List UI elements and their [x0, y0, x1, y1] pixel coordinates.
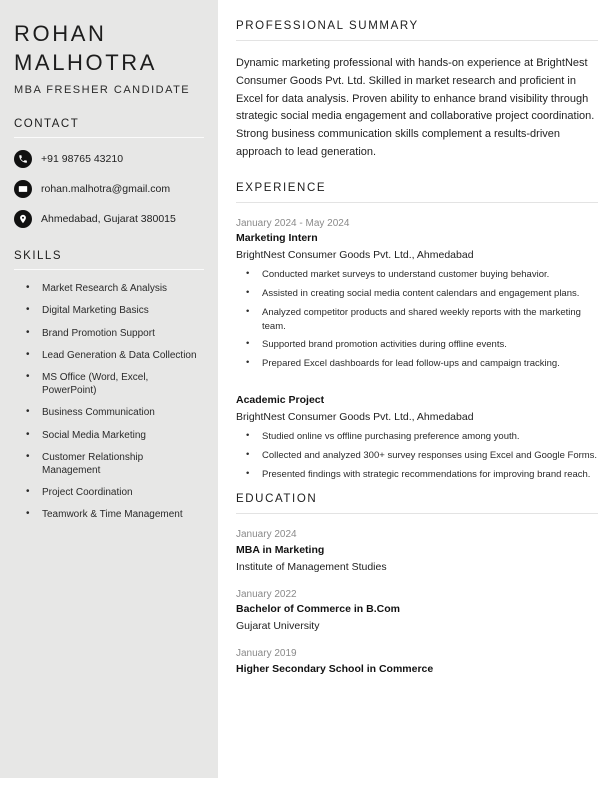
- contact-section: [14, 118, 204, 228]
- sidebar: [0, 0, 218, 778]
- list-item: • Project Coordination: [14, 486, 204, 499]
- list-item: • Studied online vs offline purchasing preference among youth.: [236, 430, 598, 444]
- contact-list: [14, 150, 204, 228]
- contact-phone-text: +91 98765 43210: [41, 152, 124, 165]
- education-degree: Bachelor of Commerce in B.Com: [236, 603, 400, 616]
- experience-bullet-list: [236, 268, 598, 371]
- experience-title: Marketing Intern: [236, 232, 318, 245]
- education-entry: [236, 588, 598, 635]
- professional-summary-heading: PROFESSIONAL SUMMARY: [236, 20, 419, 32]
- experience-title: Academic Project: [236, 393, 325, 406]
- skills-list: [14, 282, 204, 521]
- envelope-icon: [14, 180, 32, 198]
- phone-icon: [14, 150, 32, 168]
- contact-heading: CONTACT: [14, 118, 80, 131]
- list-item: • Business Communication: [14, 406, 204, 419]
- education-school: Gujarat University: [236, 620, 320, 633]
- skills-heading: SKILLS: [14, 250, 62, 263]
- location-pin-icon: [14, 210, 32, 228]
- list-item: • Prepared Excel dashboards for lead follow-ups and campaign tracking.: [236, 357, 598, 371]
- contact-item-location[interactable]: [14, 210, 204, 228]
- list-item: • Supported brand promotion activities during offline events.: [236, 338, 598, 352]
- contact-divider: [14, 137, 204, 138]
- education-divider: [236, 513, 598, 514]
- experience-bullet-list: [236, 430, 598, 481]
- experience-section: [236, 182, 598, 481]
- candidate-name-block: [14, 20, 204, 96]
- professional-summary-section: [236, 20, 598, 162]
- experience-heading: EXPERIENCE: [236, 181, 327, 194]
- experience-organization: BrightNest Consumer Goods Pvt. Ltd., Ahmedabad: [236, 410, 474, 423]
- list-item: • Collected and analyzed 300+ survey responses using Excel and Google Forms.: [236, 449, 598, 463]
- contact-item-phone[interactable]: [14, 150, 204, 168]
- candidate-last-name: MALHOTRA: [14, 49, 158, 75]
- skills-divider: [14, 269, 204, 270]
- list-item: • Social Media Marketing: [14, 429, 204, 442]
- experience-entry: [236, 393, 598, 481]
- list-item: • Assisted in creating social media content calendars and engagement plans.: [236, 287, 598, 301]
- entry-spacer: [236, 383, 598, 393]
- education-date: January 2022: [236, 588, 297, 600]
- list-item: • Presented findings with strategic recommendations for improving brand reach.: [236, 468, 598, 482]
- experience-entry: [236, 217, 598, 371]
- professional-summary-text: Dynamic marketing professional with hands-on experience at BrightNest Consumer Goods Pvt. Ltd. Skilled in market research and proficient in Excel for data analysis. Proven ability to enhance brand visibility through strategic social media engagement and collaborative project coordination. Strong business communication skills complement a results-driven approach to lead generation.: [236, 57, 595, 159]
- skills-section: [14, 250, 204, 521]
- experience-date: January 2024 - May 2024: [236, 217, 350, 229]
- list-item: • Brand Promotion Support: [14, 327, 204, 340]
- experience-divider: [236, 202, 598, 203]
- contact-item-email[interactable]: [14, 180, 204, 198]
- list-item: • MS Office (Word, Excel, PowerPoint): [14, 371, 204, 397]
- education-section: [236, 493, 598, 677]
- education-date: January 2024: [236, 529, 297, 541]
- list-item: • Digital Marketing Basics: [14, 304, 204, 317]
- candidate-first-name: ROHAN: [14, 21, 107, 46]
- education-entry: [236, 528, 598, 575]
- main-column: [218, 0, 612, 691]
- contact-location-text: Ahmedabad, Gujarat 380015: [41, 212, 176, 225]
- education-degree: Higher Secondary School in Commerce: [236, 662, 434, 675]
- experience-organization: BrightNest Consumer Goods Pvt. Ltd., Ahmedabad: [236, 249, 474, 262]
- education-heading: EDUCATION: [236, 493, 318, 506]
- education-degree: MBA in Marketing: [236, 543, 325, 556]
- education-entry: [236, 647, 598, 677]
- contact-email-text: rohan.malhotra@gmail.com: [41, 182, 171, 195]
- candidate-role: MBA FRESHER CANDIDATE: [14, 84, 191, 97]
- list-item: • Teamwork & Time Management: [14, 508, 204, 521]
- list-item: • Market Research & Analysis: [14, 282, 204, 295]
- list-item: • Analyzed competitor products and shared weekly reports with the marketing team.: [236, 306, 598, 334]
- list-item: • Lead Generation & Data Collection: [14, 349, 204, 362]
- education-date: January 2019: [236, 648, 297, 660]
- list-item: • Customer Relationship Management: [14, 451, 204, 477]
- professional-summary-divider: [236, 40, 598, 41]
- education-school: Institute of Management Studies: [236, 560, 387, 573]
- list-item: • Conducted market surveys to understand customer buying behavior.: [236, 268, 598, 282]
